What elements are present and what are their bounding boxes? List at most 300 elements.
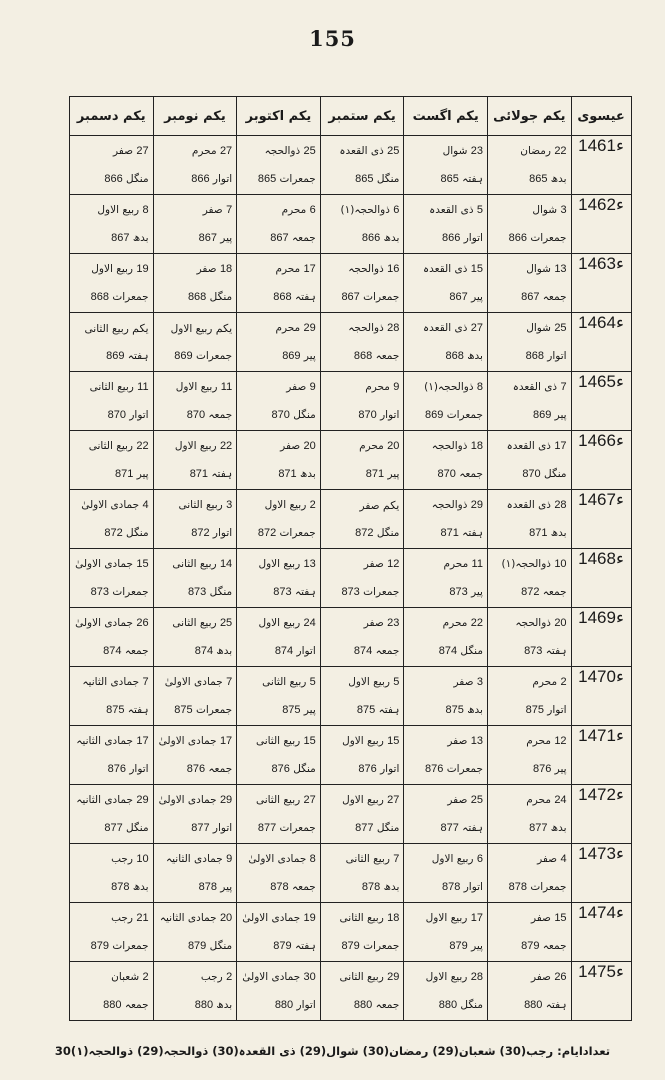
date-cell-content: [325, 785, 400, 843]
weekday: ہفتہ: [294, 940, 316, 952]
hijri-year: 865: [529, 173, 548, 185]
date-cell-content: [325, 313, 400, 371]
hijri-day: 9: [393, 381, 400, 393]
weekday: جمعرات: [279, 822, 316, 834]
hijri-day: 20: [387, 440, 400, 452]
weekday: جمعرات: [112, 940, 149, 952]
hijri-date: [262, 676, 316, 688]
header-august: یکم اگست: [404, 97, 488, 136]
weekday: پیر: [220, 881, 233, 893]
hijri-date: [166, 853, 232, 865]
hijri-month: ربیع الثانی: [84, 323, 129, 335]
header-july: یکم جولائی: [487, 97, 571, 136]
hijri-year: 878: [270, 881, 289, 893]
hijri-year-weekday: [273, 586, 316, 598]
hijri-date: [175, 440, 232, 452]
hijri-date: [203, 204, 233, 216]
hijri-month: ربیع الاول: [425, 971, 468, 983]
date-cell: [70, 195, 154, 254]
hijri-year-weekday: [358, 763, 399, 775]
date-cell-content: [325, 549, 400, 607]
weekday: منگل: [126, 173, 149, 185]
weekday: ہفتہ: [545, 999, 567, 1011]
date-cell: [237, 903, 321, 962]
hijri-day: 9: [309, 381, 316, 393]
date-cell-content: [492, 667, 567, 725]
hijri-year: 877: [257, 822, 277, 834]
date-cell-content: [158, 667, 233, 725]
date-cell: [487, 785, 571, 844]
date-cell-content: [241, 372, 316, 430]
hijri-date: [526, 322, 566, 334]
date-cell-content: [408, 844, 483, 902]
table-row: [70, 431, 632, 490]
hijri-month: ذوالحجہ: [264, 145, 301, 157]
hijri-year: 875: [106, 704, 125, 716]
hijri-date: [275, 322, 315, 334]
date-cell: [237, 726, 321, 785]
hijri-month: ذی القعدہ: [339, 145, 384, 157]
table-row: [70, 903, 632, 962]
date-cell: [70, 844, 154, 903]
date-cell: [153, 726, 237, 785]
hijri-date: [248, 853, 315, 865]
date-cell-content: [325, 195, 400, 253]
weekday: ہفتہ: [127, 350, 149, 362]
hijri-year: 867: [449, 291, 468, 303]
hijri-year-weekday: [273, 291, 316, 303]
date-cell: [153, 844, 237, 903]
hijri-month: محرم: [359, 440, 384, 452]
hijri-month: شوال: [526, 322, 551, 334]
date-cell: [70, 726, 154, 785]
hijri-day: 27: [219, 145, 233, 157]
hijri-year: 869: [106, 350, 125, 362]
hijri-day: 3: [476, 676, 483, 688]
hijri-date: [502, 558, 567, 570]
date-cell: [70, 431, 154, 490]
hijri-day: 26: [554, 971, 567, 983]
date-cell: [70, 785, 154, 844]
hijri-date: [111, 853, 148, 865]
hijri-month: صفر: [447, 794, 468, 806]
hijri-date: [89, 440, 149, 452]
hijri-month: ربیع الاول: [174, 440, 217, 452]
weekday: منگل: [460, 645, 483, 657]
hijri-year-weekday: [509, 881, 567, 893]
date-cell: [153, 962, 237, 1021]
date-cell-content: [325, 431, 400, 489]
hijri-year-weekday: [449, 586, 483, 598]
hijri-day: 18: [470, 440, 483, 452]
hijri-year-weekday: [533, 409, 567, 421]
hijri-year-weekday: [341, 586, 399, 598]
hijri-day: 6: [393, 204, 400, 216]
hijri-year-weekday: [278, 468, 315, 480]
date-cell-content: [158, 962, 233, 1020]
hijri-day: یکم: [132, 323, 149, 335]
hijri-year-weekday: [104, 173, 148, 185]
hijri-day: 18: [387, 912, 400, 924]
hijri-day: 6: [309, 204, 316, 216]
date-cell: [237, 431, 321, 490]
hijri-day: 15: [387, 735, 400, 747]
hijri-month: جمادی الاولیٰ: [75, 617, 133, 629]
hijri-date: [532, 676, 566, 688]
hijri-year: 879: [90, 940, 110, 952]
date-cell: [320, 549, 404, 608]
hijri-month: ربیع الاول: [258, 558, 301, 570]
hijri-day: 7: [226, 204, 233, 216]
weekday: ہفتہ: [462, 173, 483, 185]
hijri-year: 874: [274, 645, 294, 657]
table-row: [70, 254, 632, 313]
calendar-table: [69, 96, 632, 1021]
hijri-year-weekday: [354, 999, 399, 1011]
weekday: جمعہ: [542, 586, 567, 598]
hijri-month: صفر: [202, 204, 223, 216]
hijri-day: 7: [560, 381, 567, 393]
hijri-year-weekday: [91, 291, 149, 303]
hijri-day: 12: [387, 558, 400, 570]
hijri-year: 872: [521, 586, 540, 598]
date-cell: [404, 962, 488, 1021]
hijri-date: [201, 971, 232, 983]
date-cell-content: [158, 431, 233, 489]
hijri-year-weekday: [270, 232, 315, 244]
hijri-day: 22: [554, 145, 567, 157]
date-cell: [237, 549, 321, 608]
hijri-date: [280, 440, 316, 452]
weekday: اتوار: [380, 409, 400, 421]
date-cell-content: [325, 667, 400, 725]
hijri-date: [176, 381, 232, 393]
weekday: پیر: [554, 409, 567, 421]
weekday: جمعہ: [292, 232, 316, 244]
hijri-day: 17: [303, 263, 316, 275]
hijri-year-weekday: [362, 232, 399, 244]
weekday: پیر: [554, 763, 567, 775]
hijri-year-weekday: [362, 881, 399, 893]
hijri-year-weekday: [509, 232, 567, 244]
date-cell-content: [241, 785, 316, 843]
date-cell: [153, 431, 237, 490]
hijri-year: 880: [524, 999, 543, 1011]
hijri-year: 877: [191, 822, 210, 834]
hijri-month: صفر: [447, 735, 468, 747]
hijri-year-weekday: [446, 704, 483, 716]
weekday: جمعہ: [124, 999, 149, 1011]
hijri-year: 875: [282, 704, 301, 716]
hijri-year: 869: [282, 350, 301, 362]
hijri-year: 871: [115, 468, 134, 480]
hijri-year: 877: [355, 822, 374, 834]
date-cell: [320, 667, 404, 726]
date-cell-content: [158, 372, 233, 430]
weekday: بدھ: [216, 999, 233, 1011]
hijri-day: 17: [470, 912, 483, 924]
hijri-year-weekday: [446, 350, 483, 362]
hijri-day: 4: [142, 499, 149, 511]
hijri-day: 10: [136, 853, 149, 865]
hijri-month: جمادی الثانیہ: [82, 676, 140, 688]
hijri-year-weekday: [258, 527, 316, 539]
hijri-month: جمادی الاولیٰ: [158, 735, 217, 747]
hijri-year: 877: [440, 822, 459, 834]
hijri-month: ذی القعدہ: [512, 381, 558, 393]
table-row: [70, 490, 632, 549]
hijri-year: 877: [104, 822, 123, 834]
weekday: بدھ: [550, 527, 567, 539]
weekday: جمعرات: [363, 940, 400, 952]
hijri-year-weekday: [439, 645, 483, 657]
hijri-date: [348, 676, 399, 688]
date-cell: [237, 195, 321, 254]
date-cell: [320, 844, 404, 903]
hijri-year: 870: [107, 409, 126, 421]
date-cell: [153, 313, 237, 372]
hijri-year: 876: [271, 763, 290, 775]
date-cell-content: [325, 490, 400, 548]
hijri-month: ذوالحجہ(۱): [340, 204, 390, 216]
date-cell: [70, 549, 154, 608]
date-cell: [70, 490, 154, 549]
hijri-day: 10: [554, 558, 567, 570]
hijri-date: [513, 381, 567, 393]
weekday: ہفتہ: [294, 586, 316, 598]
date-cell: [404, 844, 488, 903]
hijri-day: 23: [387, 617, 400, 629]
hijri-year: 879: [449, 940, 468, 952]
weekday: پیر: [303, 350, 316, 362]
hijri-date: [256, 794, 316, 806]
hijri-date: [526, 263, 566, 275]
hijri-year: 868: [445, 350, 464, 362]
hijri-year: 879: [341, 940, 360, 952]
hijri-month: صفر: [112, 145, 133, 157]
weekday: جمعہ: [292, 881, 316, 893]
hijri-year-weekday: [357, 704, 400, 716]
date-cell-content: [241, 844, 316, 902]
date-cell-content: [408, 608, 483, 666]
hijri-date: [432, 499, 483, 511]
hijri-year: 875: [445, 704, 464, 716]
hijri-date: [265, 145, 316, 157]
hijri-day: 4: [560, 853, 567, 865]
table-row: [70, 667, 632, 726]
date-cell: [487, 490, 571, 549]
hijri-year: 874: [194, 645, 214, 657]
hijri-month: ربیع الاول: [258, 617, 301, 629]
date-cell: [404, 195, 488, 254]
table-row: [70, 844, 632, 903]
hijri-day: یکم: [382, 500, 400, 512]
hijri-month: محرم: [442, 617, 468, 629]
weekday: اتوار: [463, 881, 483, 893]
hijri-month: ذوالحجہ: [348, 263, 384, 275]
hijri-month: رمضان: [520, 145, 551, 157]
hijri-day: 15: [470, 263, 483, 275]
date-cell-content: [408, 490, 483, 548]
weekday: منگل: [209, 940, 233, 952]
hijri-date: [171, 322, 233, 335]
hijri-year: 868: [187, 291, 207, 303]
weekday: بدھ: [467, 350, 483, 362]
date-cell-content: [492, 726, 567, 784]
hijri-year: 874: [438, 645, 458, 657]
hijri-day: 27: [387, 794, 400, 806]
date-cell: [237, 254, 321, 313]
hijri-date: [426, 971, 483, 983]
date-cell: [404, 431, 488, 490]
date-cell: [320, 903, 404, 962]
date-cell-content: [241, 608, 316, 666]
hijri-year: 878: [442, 881, 461, 893]
hijri-date: [364, 558, 400, 570]
hijri-date: [532, 204, 566, 216]
date-cell-content: [241, 431, 316, 489]
date-cell: [404, 372, 488, 431]
hijri-year: 871: [529, 527, 548, 539]
hijri-year: 878: [111, 881, 130, 893]
hijri-date: [537, 853, 567, 865]
hijri-year-weekday: [437, 468, 482, 480]
gregorian-year: 1469ء: [571, 608, 631, 667]
date-cell-content: [158, 903, 233, 961]
date-cell: [487, 195, 571, 254]
hijri-day: 11: [220, 381, 233, 393]
hijri-month: ربیع الاول: [431, 853, 474, 865]
hijri-day: 16: [387, 263, 400, 275]
hijri-date: [159, 735, 233, 747]
hijri-date: [165, 676, 232, 688]
hijri-year-weekday: [425, 763, 483, 775]
date-cell-content: [408, 136, 483, 194]
hijri-day: 29: [136, 794, 149, 806]
hijri-year: 867: [341, 291, 360, 303]
weekday: منگل: [293, 763, 316, 775]
hijri-date: [242, 971, 316, 983]
hijri-year-weekday: [355, 527, 399, 539]
hijri-month: ربیع الثانی: [255, 735, 301, 747]
hijri-month: جمادی الثانیہ: [159, 912, 217, 924]
date-cell-content: [492, 254, 567, 312]
date-cell-content: [74, 313, 149, 371]
hijri-date: [113, 145, 149, 157]
hijri-day: 8: [309, 853, 316, 865]
hijri-date: [97, 204, 148, 216]
date-cell: [404, 667, 488, 726]
date-cell-content: [325, 726, 400, 784]
hijri-month: ذوالحجہ: [431, 440, 468, 452]
hijri-year-weekday: [187, 763, 232, 775]
hijri-date: [432, 853, 483, 865]
hijri-year-weekday: [282, 350, 316, 362]
date-cell-content: [241, 903, 316, 961]
table-row: [70, 549, 632, 608]
hijri-month: جمادی الثانیہ: [165, 853, 223, 865]
hijri-year-weekday: [529, 822, 566, 834]
hijri-month: ربیع الاول: [264, 499, 307, 511]
date-cell: [153, 549, 237, 608]
table-row: [70, 136, 632, 195]
hijri-day: 7: [142, 676, 149, 688]
date-cell-content: [74, 549, 149, 607]
date-cell-content: [408, 254, 483, 312]
hijri-year-weekday: [191, 173, 232, 185]
date-cell: [404, 490, 488, 549]
date-cell: [153, 136, 237, 195]
hijri-month: محرم: [526, 794, 551, 806]
hijri-date: [242, 912, 316, 924]
hijri-year-weekday: [187, 409, 232, 421]
hijri-day: 27: [136, 145, 149, 157]
hijri-date: [429, 204, 483, 216]
hijri-day: 27: [470, 322, 483, 334]
date-cell: [153, 903, 237, 962]
weekday: جمعرات: [279, 527, 316, 539]
weekday: جمعہ: [124, 645, 149, 657]
hijri-year-weekday: [355, 173, 399, 185]
date-cell: [70, 962, 154, 1021]
gregorian-year: 1462ء: [571, 195, 631, 254]
hijri-day: 5: [476, 204, 483, 216]
hijri-year-weekday: [440, 822, 483, 834]
hijri-date: [286, 381, 316, 393]
date-cell: [153, 372, 237, 431]
hijri-year-weekday: [188, 586, 232, 598]
hijri-year: 873: [90, 586, 110, 598]
date-cell: [237, 844, 321, 903]
hijri-year-weekday: [188, 291, 232, 303]
hijri-day: 5: [393, 676, 400, 688]
hijri-year-weekday: [524, 999, 567, 1011]
weekday: اتوار: [547, 704, 567, 716]
hijri-date: [515, 617, 566, 629]
hijri-day: 6: [476, 853, 483, 865]
date-cell: [237, 962, 321, 1021]
hijri-date: [346, 853, 400, 865]
date-cell: [320, 785, 404, 844]
date-cell-content: [325, 962, 400, 1020]
hijri-day: 28: [387, 322, 400, 334]
hijri-year: 867: [111, 232, 130, 244]
date-cell: [320, 962, 404, 1021]
hijri-day: 15: [554, 912, 567, 924]
date-cell-content: [492, 372, 567, 430]
hijri-month: محرم: [281, 204, 307, 216]
date-cell-content: [241, 313, 316, 371]
hijri-year-weekday: [341, 291, 399, 303]
hijri-year-weekday: [522, 468, 566, 480]
hijri-day: 3: [226, 499, 233, 511]
hijri-date: [75, 617, 149, 629]
hijri-month: ذی القعدہ: [429, 204, 474, 216]
hijri-month: صفر: [530, 912, 551, 924]
hijri-date: [443, 145, 483, 157]
hijri-day: 26: [136, 617, 149, 629]
date-cell-content: [408, 549, 483, 607]
hijri-day: 11: [471, 558, 483, 570]
hijri-year: 875: [525, 704, 544, 716]
hijri-date: [81, 499, 148, 511]
weekday: ہفتہ: [462, 822, 483, 834]
date-cell-content: [325, 844, 400, 902]
date-cell-content: [241, 136, 316, 194]
hijri-year: 877: [529, 822, 548, 834]
hijri-day: 12: [554, 735, 567, 747]
hijri-date: [526, 735, 566, 747]
